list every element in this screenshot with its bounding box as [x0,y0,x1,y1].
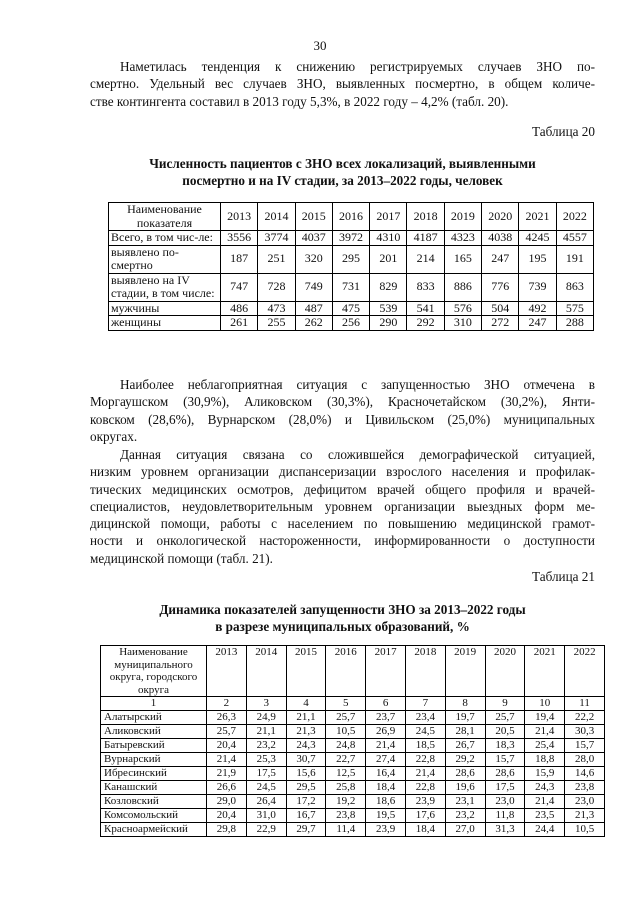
table-cell: 504 [482,301,519,316]
paragraph-line: ности и онкологической настороженности, информированности о доступности [90,533,595,549]
table-cell: 22,8 [405,780,445,794]
row-label: выявлено на IV стадии, в том числе: [109,273,221,301]
paragraph-line: низким уровнем организации диспансеризации взрослого населения и профилак- [90,464,595,480]
table20-year-header: 2020 [482,203,519,231]
table-cell: 10,5 [326,724,366,738]
table-cell: 18,4 [405,822,445,836]
row-label: Ибресинский [101,766,207,780]
table-cell: 26,9 [366,724,406,738]
table-cell: 255 [258,316,295,331]
table-row [109,316,594,331]
paragraph-line: ковском (28,6%), Вурнарском (28,0%) и Цивильском (25,0%) муниципальных [90,411,595,427]
table20-year-header: 2014 [258,203,295,231]
table21-year-header: 2018 [405,646,445,697]
table20-year-header: 2019 [444,203,481,231]
table-cell: 31,3 [485,822,525,836]
table21-label: Таблица 21 [532,569,595,584]
table-cell: 728 [258,273,295,301]
column-number: 11 [565,697,605,711]
table-row [101,766,605,780]
table21-header-row [101,646,605,697]
table-cell: 3972 [332,231,369,246]
paragraph-line: Наметилась тенденция к снижению регистрируемых случаев ЗНО по- [120,59,595,74]
table-row [101,710,605,724]
table-cell: 576 [444,301,481,316]
table-cell: 487 [295,301,332,316]
table-cell: 17,5 [246,766,286,780]
row-label: выявлено по-смертно [109,245,221,273]
page-number: 30 [313,38,327,53]
table-cell: 10,5 [565,822,605,836]
paragraph-line: специалистов, неудовлетворительным уровнем организации выездных форм ме- [90,498,595,514]
table20-year-header: 2022 [556,203,593,231]
table-row [109,273,594,301]
table-cell: 21,3 [286,724,326,738]
table21-year-header: 2013 [207,646,247,697]
table-cell: 18,4 [366,780,406,794]
row-label: мужчины [109,301,221,316]
table-cell: 23,7 [366,710,406,724]
table-cell: 256 [332,316,369,331]
table-cell: 290 [370,316,407,331]
table-cell: 473 [258,301,295,316]
table-row [101,752,605,766]
table-cell: 29,7 [286,822,326,836]
table-cell: 26,6 [207,780,247,794]
column-number: 6 [366,697,406,711]
table-cell: 12,5 [326,766,366,780]
table-cell: 24,3 [286,738,326,752]
table-cell: 310 [444,316,481,331]
table-cell: 17,2 [286,794,326,808]
table-cell: 21,1 [286,710,326,724]
table21-year-header: 2020 [485,646,525,697]
table-cell: 247 [519,316,556,331]
table-cell: 829 [370,273,407,301]
table-row [101,780,605,794]
table-cell: 4245 [519,231,556,246]
table-cell: 18,3 [485,738,525,752]
table-cell: 22,9 [246,822,286,836]
table-cell: 4310 [370,231,407,246]
table21-header-name: Наименование муниципального округа, городского округа [101,646,207,697]
table21-title-line1: Динамика показателей запущенности ЗНО за 2013–2022 годы [159,602,526,617]
table-cell: 23,9 [366,822,406,836]
paragraph-line: дицинской помощи, работы с населением по повышению медицинской грамот- [90,516,595,532]
table21-year-header: 2019 [445,646,485,697]
table-row [101,822,605,836]
table-cell: 288 [556,316,593,331]
column-number: 9 [485,697,525,711]
table-cell: 21,9 [207,766,247,780]
table20-year-header: 2017 [370,203,407,231]
table-cell: 863 [556,273,593,301]
table-cell: 23,8 [326,808,366,822]
table-cell: 4557 [556,231,593,246]
table21-title [90,601,595,635]
column-number: 2 [207,697,247,711]
row-label: Козловский [101,794,207,808]
table-cell: 29,0 [207,794,247,808]
table20-label: Таблица 20 [532,124,595,139]
table20-title [90,155,595,189]
table-cell: 18,6 [366,794,406,808]
table-cell: 24,5 [246,780,286,794]
table-cell: 19,4 [525,710,565,724]
table-cell: 22,8 [405,752,445,766]
table-cell: 191 [556,245,593,273]
table-row [101,738,605,752]
paragraph-intro [90,58,595,110]
table-cell: 24,5 [405,724,445,738]
table-cell: 24,8 [326,738,366,752]
table-cell: 26,3 [207,710,247,724]
table-cell: 18,8 [525,752,565,766]
table20-year-header: 2013 [221,203,258,231]
table-cell: 31,0 [246,808,286,822]
table-cell: 886 [444,273,481,301]
table-cell: 16,4 [366,766,406,780]
table-cell: 11,4 [326,822,366,836]
table-cell: 20,5 [485,724,525,738]
table-cell: 17,5 [485,780,525,794]
table-cell: 25,7 [326,710,366,724]
table-cell: 28,6 [445,766,485,780]
table20-year-header: 2021 [519,203,556,231]
table-cell: 25,8 [326,780,366,794]
paragraph-line: тических медицинских осмотров, дефицитом врачей общего профиля и врачей- [90,481,595,497]
table-cell: 165 [444,245,481,273]
table20-title-line1: Численность пациентов с ЗНО всех локализаций, выявленными [149,156,536,171]
table-cell: 20,4 [207,808,247,822]
table-cell: 26,4 [246,794,286,808]
row-label: Красноармейский [101,822,207,836]
table-cell: 30,3 [565,724,605,738]
table-cell: 23,4 [405,710,445,724]
table-cell: 262 [295,316,332,331]
table-cell: 15,7 [565,738,605,752]
row-label: Батыревский [101,738,207,752]
table-cell: 14,6 [565,766,605,780]
table21-year-header: 2014 [246,646,286,697]
table-cell: 4187 [407,231,444,246]
table-cell: 272 [482,316,519,331]
paragraph-line: медицинской помощи (табл. 21). [90,550,273,566]
row-label: Канашский [101,780,207,794]
paragraph-line: Моргаушском (30,9%), Аликовском (30,3%), Красночетайском (30,2%), Янти- [90,394,595,410]
table-cell: 15,9 [525,766,565,780]
table-cell: 21,3 [565,808,605,822]
table-cell: 15,6 [286,766,326,780]
table-cell: 23,0 [565,794,605,808]
table-cell: 23,8 [565,780,605,794]
table-cell: 251 [258,245,295,273]
paragraph-line: стве контингента составил в 2013 году 5,3%, в 2022 году – 4,2% (табл. 20). [90,93,509,109]
table-cell: 20,4 [207,738,247,752]
table-cell: 486 [221,301,258,316]
table-cell: 18,5 [405,738,445,752]
table-cell: 27,4 [366,752,406,766]
table-cell: 27,0 [445,822,485,836]
table-cell: 23,1 [445,794,485,808]
row-label: Алатырский [101,710,207,724]
table21-title-line2: в разрезе муниципальных образований, % [215,619,470,634]
table21-year-header: 2017 [366,646,406,697]
table-cell: 23,0 [485,794,525,808]
table-cell: 23,5 [525,808,565,822]
table-cell: 28,0 [565,752,605,766]
table-cell: 19,5 [366,808,406,822]
table20 [108,202,594,331]
table-cell: 19,7 [445,710,485,724]
paragraph-line: смертно. Удельный вес случаев ЗНО, выявленных посмертно, в общем количе- [90,76,595,92]
table-cell: 15,7 [485,752,525,766]
table-cell: 320 [295,245,332,273]
table-cell: 749 [295,273,332,301]
table-cell: 541 [407,301,444,316]
table-cell: 187 [221,245,258,273]
paragraph-line: округах. [90,428,138,444]
table-cell: 21,4 [366,738,406,752]
table-cell: 21,4 [405,766,445,780]
table-cell: 23,2 [445,808,485,822]
table-cell: 776 [482,273,519,301]
row-label: Вурнарский [101,752,207,766]
table-cell: 11,8 [485,808,525,822]
table-cell: 17,6 [405,808,445,822]
column-number: 1 [101,697,207,711]
table20-year-header: 2018 [407,203,444,231]
table-cell: 247 [482,245,519,273]
table-cell: 292 [407,316,444,331]
table-cell: 26,7 [445,738,485,752]
table-cell: 739 [519,273,556,301]
table-cell: 16,7 [286,808,326,822]
table21-year-header: 2015 [286,646,326,697]
table21 [100,645,605,837]
table-cell: 29,2 [445,752,485,766]
table20-year-header: 2016 [332,203,369,231]
table-cell: 21,1 [246,724,286,738]
column-number: 8 [445,697,485,711]
table-cell: 25,4 [525,738,565,752]
table-cell: 23,2 [246,738,286,752]
paragraph-line: Данная ситуация связана со сложившейся демографической ситуацией, [120,447,595,462]
table-cell: 24,3 [525,780,565,794]
table-cell: 24,9 [246,710,286,724]
table-cell: 19,6 [445,780,485,794]
table20-header-row [109,203,594,231]
table21-year-header: 2022 [565,646,605,697]
column-number: 5 [326,697,366,711]
table-row [101,808,605,822]
table-cell: 28,1 [445,724,485,738]
row-label: Аликовский [101,724,207,738]
row-label: Комсомольский [101,808,207,822]
column-number: 3 [246,697,286,711]
table-cell: 214 [407,245,444,273]
table-cell: 25,3 [246,752,286,766]
table-cell: 22,2 [565,710,605,724]
table-cell: 539 [370,301,407,316]
table-cell: 4323 [444,231,481,246]
table-cell: 201 [370,245,407,273]
table-cell: 747 [221,273,258,301]
table-cell: 4038 [482,231,519,246]
table-row [101,724,605,738]
table20-year-header: 2015 [295,203,332,231]
table-cell: 23,9 [405,794,445,808]
table-cell: 261 [221,316,258,331]
paragraph-line: Наиболее неблагоприятная ситуация с запущенностью ЗНО отмечена в [120,377,595,392]
table-cell: 21,4 [525,794,565,808]
table-cell: 28,6 [485,766,525,780]
table-cell: 731 [332,273,369,301]
table-cell: 295 [332,245,369,273]
table-row [109,231,594,246]
table-cell: 25,7 [485,710,525,724]
table20-title-line2: посмертно и на IV стадии, за 2013–2022 годы, человек [182,173,503,188]
table-cell: 575 [556,301,593,316]
column-number: 7 [405,697,445,711]
table-cell: 21,4 [207,752,247,766]
table-row [101,794,605,808]
table-cell: 492 [519,301,556,316]
table-cell: 195 [519,245,556,273]
table-cell: 24,4 [525,822,565,836]
table-cell: 4037 [295,231,332,246]
table-row [109,301,594,316]
table21-year-header: 2016 [326,646,366,697]
table-cell: 3774 [258,231,295,246]
table-cell: 29,5 [286,780,326,794]
row-label: Всего, в том чис-ле: [109,231,221,246]
table-cell: 3556 [221,231,258,246]
table20-header-name: Наименование показателя [109,203,221,231]
column-number: 4 [286,697,326,711]
column-number: 10 [525,697,565,711]
paragraph-regions [90,376,595,445]
table21-year-header: 2021 [525,646,565,697]
paragraph-causes [90,446,595,567]
row-label: женщины [109,316,221,331]
table-cell: 21,4 [525,724,565,738]
table21-column-numbers-row [101,697,605,711]
table-cell: 833 [407,273,444,301]
table-cell: 475 [332,301,369,316]
table-cell: 29,8 [207,822,247,836]
table-cell: 19,2 [326,794,366,808]
table-cell: 22,7 [326,752,366,766]
table-cell: 30,7 [286,752,326,766]
table-row [109,245,594,273]
table-cell: 25,7 [207,724,247,738]
